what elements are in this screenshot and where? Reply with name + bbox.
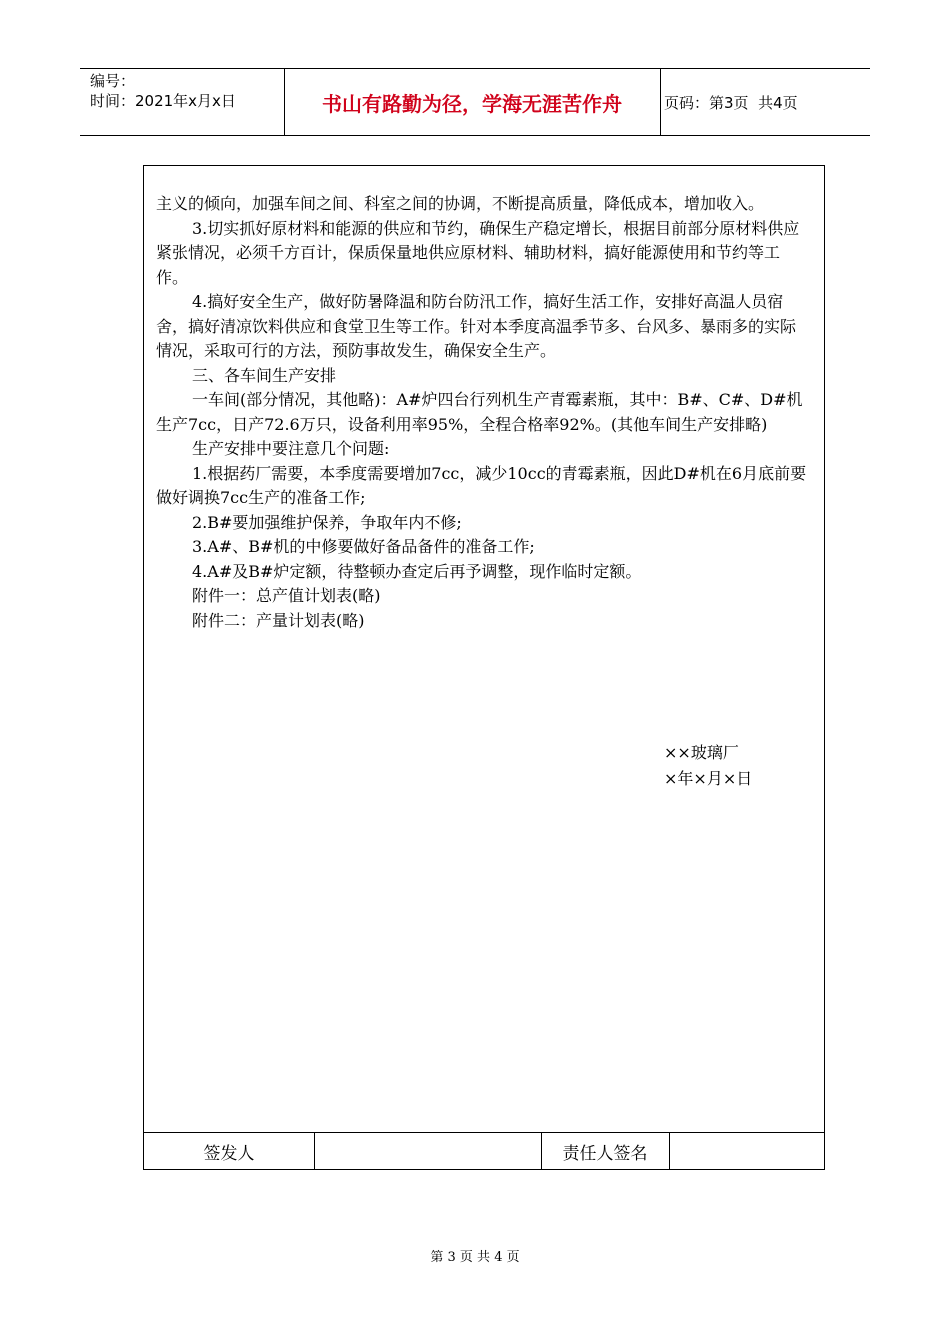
paragraph: 4.搞好安全生产，做好防暑降温和防台防汛工作，搞好生活工作，安排好高温人员宿舍，搞好清凉饮料供应和食堂卫生等工作。针对本季度高温季节多、台风多、暴雨多的实际情况，采取可行的方法，预防事故发生，确保安全生产。 (156, 292, 797, 360)
paragraph: 生产安排中要注意几个问题: (192, 439, 390, 458)
paragraph: 4.A#及B#炉定额，待整顿办查定后再予调整，现作临时定额。 (192, 561, 642, 581)
issuer-label: 签发人 (203, 1143, 255, 1164)
attachment-line: 附件一：总产值计划表(略) (192, 586, 381, 605)
responsible-label: 责任人签名 (562, 1143, 648, 1164)
paragraph: 1.根据药厂需要，本季度需要增加7cc，减少10cc的青霉素瓶，因此D#机在6月底前要做好调换7cc生产的准备工作; (156, 463, 807, 507)
signature-row (144, 1132, 824, 1169)
signature-block (664, 740, 752, 792)
signature-date: ×年×月×日 (664, 769, 753, 788)
page-footer: 第 3 页 共 4 页 (430, 1250, 520, 1265)
paragraph: 3.切实抓好原材料和能源的供应和节约，确保生产稳定增长，根据目前部分原材料供应紧张情况，必须千方百计，保质保量地供应原材料、辅助材料，搞好能源使用和节约等工作。 (156, 218, 800, 287)
signature-org: ××玻璃厂 (664, 743, 739, 762)
paragraph: 2.B#要加强维护保养，争取年内不修; (192, 512, 462, 532)
header-page-info: 页码：第3页 共4页 (664, 93, 798, 112)
number-label: 编号： (90, 72, 136, 90)
issuer-field[interactable] (314, 1133, 541, 1169)
attachment-line: 附件二：产量计划表(略) (192, 610, 365, 630)
document-text (156, 192, 808, 788)
header-divider (660, 69, 661, 135)
document-body-box (143, 165, 825, 1170)
responsible-field[interactable] (669, 1133, 824, 1169)
paragraph: 主义的倾向，加强车间之间、科室之间的协调，不断提高质量，降低成本，增加收入。 (156, 194, 765, 213)
section-heading: 三、各车间生产安排 (192, 365, 337, 385)
header-meta (90, 71, 236, 111)
paragraph: 3.A#、B#机的中修要做好备品备件的准备工作; (192, 537, 535, 556)
time-label: 时间：2021年x月x日 (90, 92, 236, 110)
header-slogan: 书山有路勤为径，学海无涯苦作舟 (322, 91, 622, 116)
page-header (80, 68, 870, 136)
paragraph: 一车间(部分情况，其他略)：A#炉四台行列机生产青霉素瓶，其中：B#、C#、D#机生产7cc，日产72.6万只，设备利用率95%，全程合格率92%。(其他车间生产安排略) (156, 390, 803, 434)
